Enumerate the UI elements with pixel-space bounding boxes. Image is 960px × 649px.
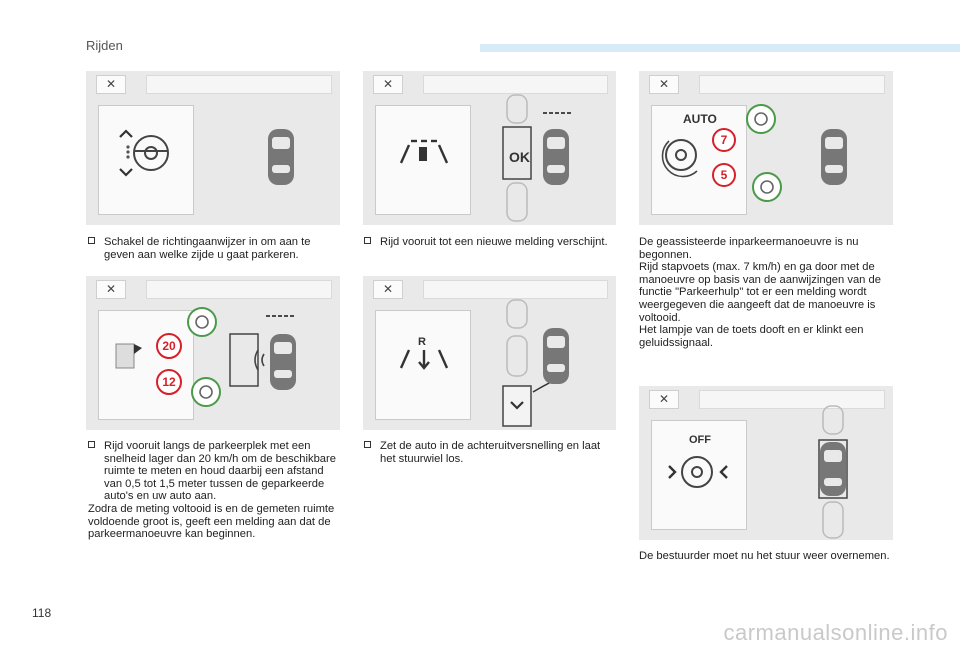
steering-wheel-icon [134,136,168,170]
chevron-left-icon [721,466,727,478]
bullet-box-icon [364,237,371,244]
close-icon: ✕ [96,280,126,299]
bullet-box-icon [88,441,95,448]
parked-car-outline [507,300,527,376]
chevron-up-icon [120,131,132,137]
close-icon: ✕ [373,280,403,299]
chevron-down-icon [120,169,132,175]
car-icon [543,328,569,384]
illustration-drive-forward [363,71,616,225]
drive-forward-artwork [363,71,616,225]
page-number: 118 [32,606,52,620]
parking-spot-marker [503,127,531,179]
assist-icon-bottom [192,378,220,406]
reverse-gear-label: R [418,336,426,348]
flag-icon [116,344,142,368]
sensor-waves-icon [255,350,264,370]
turn-signal-dots [126,145,129,158]
reverse-gear-artwork [363,276,616,430]
step5-text: De geassisteerde inparkeermanoeuvre is nu begonnen. Rijd stapvoets (max. 7 km/h) en ga door met de manoeuvre op basis van de aanwijzingen van de functie "Parkeerhulp" tot er een melding wordt weergegeven die aangeeft dat de manoeuvre is voltooid. Het lampje van de toets dooft en er klinkt een geluidssignaal. [639,236,881,349]
illustration-measure-space [86,276,340,430]
speed-badge-12: 12 [156,369,182,395]
measure-space-artwork [86,276,340,430]
car-icon [268,129,294,185]
close-icon: ✕ [373,75,403,94]
assisted-maneuver-artwork [639,71,893,225]
illustration-turn-signal [86,71,340,225]
car-icon [820,442,846,496]
watermark: carmanualsonline.info [723,620,948,645]
close-icon: ✕ [649,390,679,409]
turn-signal-artwork [86,71,340,225]
speed-badge-5: 5 [712,163,736,187]
illustration-maneuver-end [639,386,893,540]
step2-text: Rijd vooruit tot een nieuwe melding verschijnt. [364,236,616,249]
parking-spot-marker [503,386,531,426]
step3-text: Rijd vooruit langs de parkeerplek met een snelheid lager dan 20 km/h om de beschikbare ruimte te meten en houd daarbij een afstand van 0,5 tot 1,5 meter tussen de geparkeerde auto's en uw auto aan. Zodra de meting voltooid is en de gemeten ruimte voldoende groot is, geeft een melding aan dat de parkeermanoeuvre kan beginnen. [88,440,336,541]
header-bar [480,44,960,52]
steering-wheel-icon [682,457,712,487]
bullet-box-icon [364,441,371,448]
illustration-reverse-gear [363,276,616,430]
steering-wheel-icon [666,140,696,170]
close-icon: ✕ [96,75,126,94]
header-title: Rijden [86,38,123,53]
chevron-right-icon [669,466,675,478]
maneuver-end-artwork [639,386,893,540]
assist-icon-bottom [753,173,781,201]
assist-icon-top [747,105,775,133]
car-icon [270,334,296,390]
car-icon [543,129,569,185]
parked-car-outline [507,95,527,221]
step6-text: De bestuurder moet nu het stuur weer overnemen. [639,550,890,562]
illustration-assisted-maneuver [639,71,893,225]
auto-label: AUTO [683,112,717,126]
close-icon: ✕ [649,75,679,94]
ok-indicator: OK [509,149,530,165]
step4-text: Zet de auto in de achteruitversnelling en laat het stuurwiel los. [364,440,616,465]
step1-text: Schakel de richtingaanwijzer in om aan te geven aan welke zijde u gaat parkeren. [88,236,340,261]
parking-spot-marker [230,334,258,386]
car-icon [821,129,847,185]
speed-badge-7: 7 [712,128,736,152]
assist-icon-top [188,308,216,336]
off-label: OFF [689,434,711,446]
bullet-box-icon [88,237,95,244]
arrow-down-icon [419,350,429,368]
speed-badge-20: 20 [156,333,182,359]
parking-p-icon [419,147,427,161]
